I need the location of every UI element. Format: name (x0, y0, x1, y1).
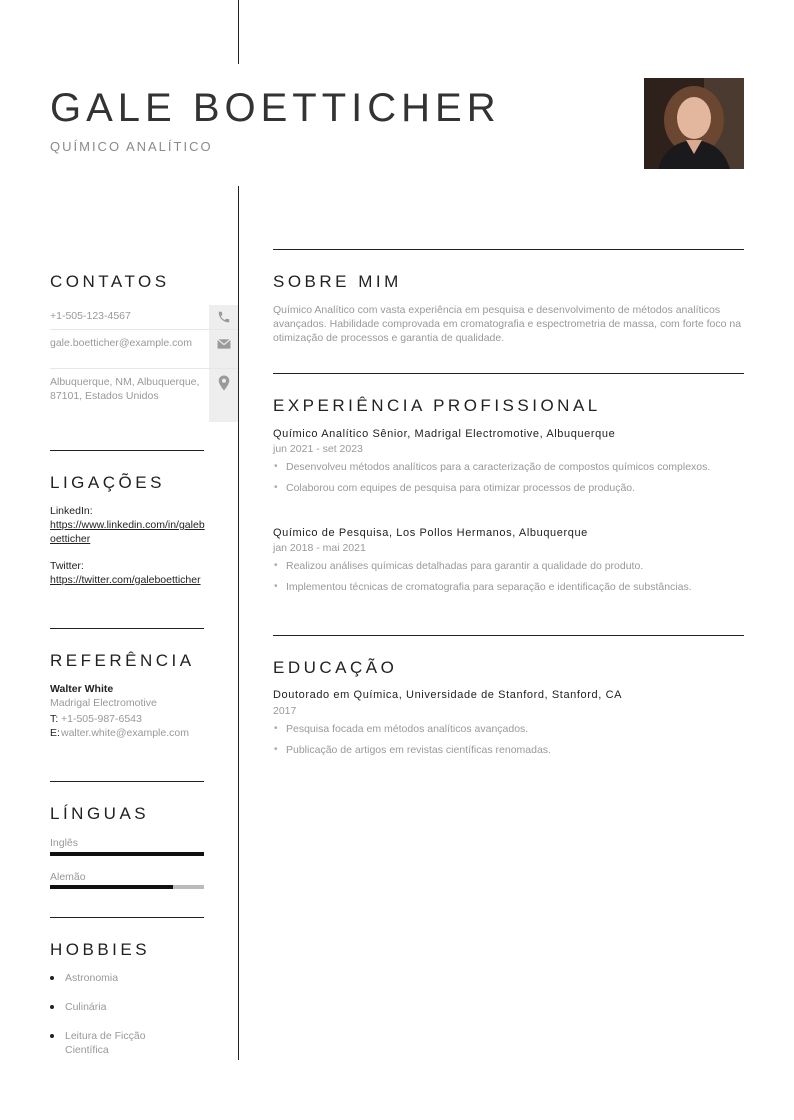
job-bullet-list (273, 460, 743, 502)
languages-divider (50, 781, 204, 782)
education-divider (273, 635, 744, 636)
candidate-name: GALE BOETTICHER (50, 86, 501, 130)
hobby-item (50, 971, 190, 985)
contact-email-row (50, 330, 238, 369)
hobby-item (50, 1000, 190, 1014)
profile-photo (644, 78, 744, 169)
contacts-heading: CONTATOS (50, 272, 170, 291)
bullet-dot (50, 1034, 54, 1038)
contact-address: Albuquerque, NM, Albuquerque, 87101, Estados Unidos (50, 376, 200, 402)
job-dates: jun 2021 - set 2023 (273, 443, 363, 455)
language-name-english: Inglês (50, 837, 79, 849)
education-bullet: • Publicação de artigos em revistas científicas renomadas. (273, 743, 743, 757)
reference-phone[interactable]: +1-505-987-6543 (61, 713, 142, 725)
education-bullet: • Pesquisa focada em métodos analíticos avançados. (273, 722, 743, 736)
experience-divider (273, 373, 744, 374)
contact-email[interactable]: gale.boetticher@example.com (50, 337, 192, 349)
mail-icon (217, 338, 231, 350)
contact-address-row (50, 369, 238, 422)
hobby-label: Astronomia (65, 972, 119, 984)
hobby-label: Culinária (65, 1001, 107, 1013)
job-bullet: • Realizou análises químicas detalhadas para garantir a qualidade do produto. (273, 559, 743, 573)
languages-heading: LÍNGUAS (50, 804, 150, 823)
reference-phone-label: T: (50, 713, 59, 725)
reference-company: Madrigal Electromotive (50, 697, 157, 709)
education-bullet-list (273, 722, 743, 764)
bullet-dot (50, 1005, 54, 1009)
twitter-link[interactable]: https://twitter.com/galeboetticher (50, 574, 201, 586)
job-title: Químico Analítico Sênior, Madrigal Electromotive, Albuquerque (273, 428, 616, 440)
links-heading: LIGAÇÕES (50, 473, 165, 492)
links-divider (50, 450, 204, 451)
hobby-item (50, 1029, 190, 1057)
hobbies-heading: HOBBIES (50, 940, 151, 959)
contact-phone[interactable]: +1-505-123-4567 (50, 310, 131, 322)
linkedin-label: LinkedIn: (50, 505, 93, 517)
language-bar-english (50, 852, 204, 856)
reference-email-label: E: (50, 727, 60, 739)
hobby-label: Leitura de Ficção Científica (65, 1030, 146, 1056)
candidate-title: QUÍMICO ANALÍTICO (50, 139, 213, 154)
twitter-label: Twitter: (50, 560, 84, 572)
column-divider-line (238, 186, 239, 1060)
about-divider (273, 249, 744, 250)
mail-icon-box (209, 330, 238, 368)
job-title: Químico de Pesquisa, Los Pollos Hermanos, Albuquerque (273, 527, 588, 539)
linkedin-link[interactable]: https://www.linkedin.com/in/galeboetticher (50, 519, 205, 545)
about-text: Químico Analítico com vasta experiência em pesquisa e desenvolvimento de métodos analíticos avançados. Habilidade comprovada em cromatografia e espectrometria de massa, com forte foco na otimização de processos e garantia de qualidade. (273, 304, 742, 344)
reference-heading: REFERÊNCIA (50, 651, 195, 670)
education-heading: EDUCAÇÃO (273, 658, 398, 677)
hobbies-divider (50, 917, 204, 918)
contact-phone-row (50, 305, 238, 330)
language-level-german (50, 885, 173, 889)
reference-email[interactable]: walter.white@example.com (61, 727, 189, 739)
job-bullet: • Desenvolveu métodos analíticos para a caracterização de compostos químicos complexos. (273, 460, 743, 474)
language-bar-german (50, 885, 204, 889)
reference-divider (50, 628, 204, 629)
header-divider-line (238, 0, 239, 64)
bullet-dot (50, 976, 54, 980)
language-level-english (50, 852, 204, 856)
location-pin-icon (218, 375, 230, 391)
degree-year: 2017 (273, 705, 297, 717)
degree-title: Doutorado em Química, Universidade de Stanford, Stanford, CA (273, 689, 623, 701)
phone-icon-box (209, 305, 238, 329)
job-bullet-list (273, 559, 743, 601)
phone-icon (217, 310, 231, 324)
about-heading: SOBRE MIM (273, 272, 402, 291)
job-bullet: • Colaborou com equipes de pesquisa para otimizar processos de produção. (273, 481, 743, 495)
language-name-german: Alemão (50, 871, 86, 883)
location-icon-box (209, 369, 238, 422)
job-dates: jan 2018 - mai 2021 (273, 542, 366, 554)
experience-heading: EXPERIÊNCIA PROFISSIONAL (273, 396, 601, 415)
job-bullet: • Implementou técnicas de cromatografia para separação e identificação de substâncias. (273, 580, 743, 594)
reference-name: Walter White (50, 683, 114, 695)
